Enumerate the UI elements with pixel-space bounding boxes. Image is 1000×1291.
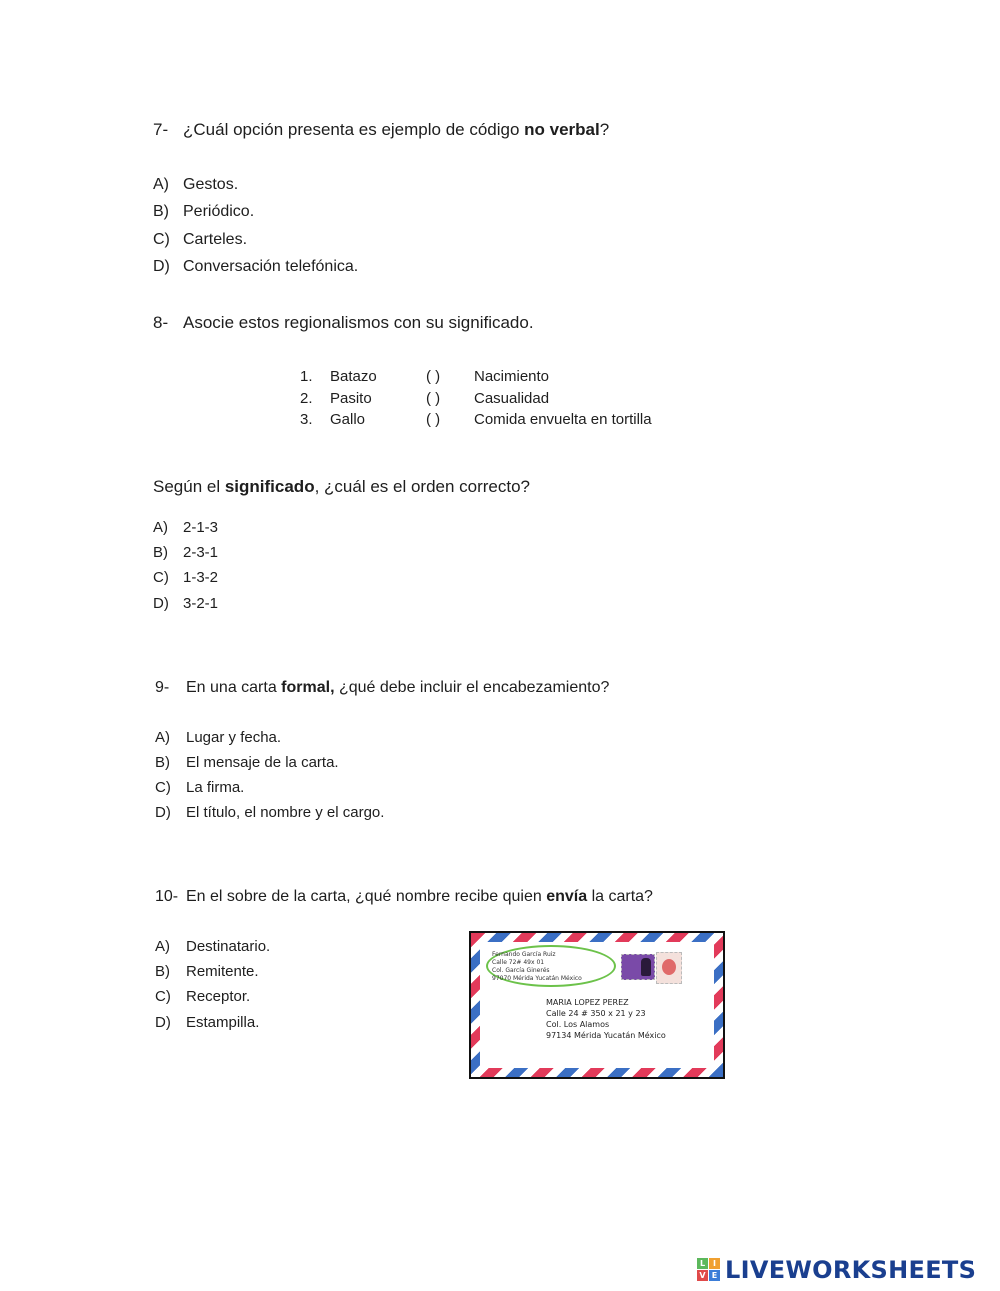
question-text-bold: envía <box>546 888 588 905</box>
option-text: 2-3-1 <box>183 544 219 561</box>
question-text: En el sobre de la carta, ¿qué nombre recibe quien <box>186 888 547 905</box>
recipient-line: Col. Los Alamos <box>546 1020 610 1029</box>
question-number: 10- <box>155 888 179 905</box>
match-number: 2. <box>300 390 313 407</box>
logo-block-e: E <box>709 1270 720 1281</box>
match-word: Gallo <box>330 411 366 428</box>
option-text: Carteles. <box>183 231 248 248</box>
question-9 <box>155 679 609 697</box>
logo-block-i: I <box>709 1258 720 1269</box>
sender-line: Calle 72# 49x 01 <box>492 959 545 966</box>
option-letter: A) <box>153 176 169 193</box>
option-letter: B) <box>155 963 170 980</box>
option-text: Receptor. <box>186 988 251 1005</box>
portrait-icon <box>641 958 651 976</box>
question-text: ¿Cuál opción presenta es ejemplo de código <box>183 120 525 139</box>
envelope-body <box>480 942 714 1068</box>
logo-block-v: V <box>697 1270 708 1281</box>
match-row-2 <box>300 390 549 407</box>
option-text: Estampilla. <box>186 1014 260 1031</box>
option-text: Gestos. <box>183 176 239 193</box>
sender-address <box>492 951 582 983</box>
option-text: 1-3-2 <box>183 569 219 586</box>
match-word: Batazo <box>330 368 377 385</box>
option-7c <box>153 231 247 249</box>
option-8b <box>153 544 218 561</box>
option-letter: D) <box>153 258 170 275</box>
flower-icon <box>662 959 676 975</box>
option-9c <box>155 779 244 796</box>
question-number: 7- <box>153 120 169 139</box>
recipient-line: MARIA LOPEZ PEREZ <box>546 998 629 1007</box>
logo-text: LIVEWORKSHEETS <box>725 1256 977 1284</box>
option-9d <box>155 804 384 821</box>
match-meaning: Casualidad <box>474 390 550 407</box>
option-text: El mensaje de la carta. <box>186 754 339 771</box>
option-10a <box>155 938 270 955</box>
logo-block-l: L <box>697 1258 708 1269</box>
sender-line: Col. García Ginerés <box>492 967 550 974</box>
match-blank[interactable]: ( ) <box>426 390 441 407</box>
followup-text-end: , ¿cuál es el orden correcto? <box>314 477 531 496</box>
envelope-image <box>469 931 725 1079</box>
option-letter: C) <box>153 569 169 586</box>
option-9b <box>155 754 339 771</box>
option-letter: C) <box>155 779 171 796</box>
match-blank[interactable]: ( ) <box>426 411 441 428</box>
match-word: Pasito <box>330 390 372 407</box>
sender-line: 97070 Mérida Yucatán México <box>492 975 582 982</box>
option-letter: C) <box>153 231 170 248</box>
option-letter: B) <box>153 203 169 220</box>
option-text: Remitente. <box>186 963 259 980</box>
option-letter: D) <box>155 1014 171 1031</box>
option-7a <box>153 176 238 194</box>
match-meaning: Comida envuelta en tortilla <box>474 411 652 428</box>
question-8 <box>153 313 534 333</box>
option-7b <box>153 203 254 221</box>
option-letter: C) <box>155 988 171 1005</box>
option-letter: D) <box>155 804 171 821</box>
option-text: La firma. <box>186 779 245 796</box>
question-text-end: ? <box>599 120 610 139</box>
option-10c <box>155 988 250 1005</box>
followup-text-bold: significado <box>224 477 315 496</box>
option-text: Destinatario. <box>186 938 271 955</box>
postage-stamp-portrait <box>621 954 655 980</box>
question-number: 9- <box>155 679 170 696</box>
option-9a <box>155 729 281 746</box>
option-letter: A) <box>153 519 168 536</box>
match-blank[interactable]: ( ) <box>426 368 441 385</box>
match-meaning: Nacimiento <box>474 368 550 385</box>
question-text-end: la carta? <box>587 888 653 905</box>
option-text: 2-1-3 <box>183 519 219 536</box>
option-10d <box>155 1014 259 1031</box>
followup-text: Según el <box>153 477 225 496</box>
option-8d <box>153 595 218 612</box>
option-text: Conversación telefónica. <box>183 258 359 275</box>
match-number: 1. <box>300 368 313 385</box>
recipient-address <box>546 997 666 1041</box>
question-10 <box>155 888 653 906</box>
option-7d <box>153 258 358 276</box>
option-8c <box>153 569 218 586</box>
question-8-followup <box>153 477 530 497</box>
option-letter: B) <box>155 754 170 771</box>
option-letter: D) <box>153 595 169 612</box>
option-letter: A) <box>155 938 170 955</box>
option-text: Periódico. <box>183 203 255 220</box>
question-text-bold: formal, <box>281 679 335 696</box>
question-text: En una carta <box>186 679 282 696</box>
recipient-line: 97134 Mérida Yucatán México <box>546 1031 666 1040</box>
option-8a <box>153 519 218 536</box>
option-letter: B) <box>153 544 168 561</box>
match-row-1 <box>300 368 549 385</box>
postage-stamp-flower <box>656 952 682 984</box>
logo-blocks-icon <box>697 1258 721 1282</box>
question-text: Asocie estos regionalismos con su significado. <box>183 313 534 332</box>
option-letter: A) <box>155 729 170 746</box>
match-number: 3. <box>300 411 313 428</box>
question-7 <box>153 120 609 140</box>
option-text: Lugar y fecha. <box>186 729 282 746</box>
option-text: El título, el nombre y el cargo. <box>186 804 385 821</box>
option-10b <box>155 963 259 980</box>
sender-line: Fernando García Ruiz <box>492 951 556 958</box>
question-text-bold: no verbal <box>524 120 600 139</box>
recipient-line: Calle 24 # 350 x 21 y 23 <box>546 1009 646 1018</box>
question-number: 8- <box>153 313 169 332</box>
match-row-3 <box>300 411 652 428</box>
option-text: 3-2-1 <box>183 595 219 612</box>
question-text-end: ¿qué debe incluir el encabezamiento? <box>334 679 610 696</box>
